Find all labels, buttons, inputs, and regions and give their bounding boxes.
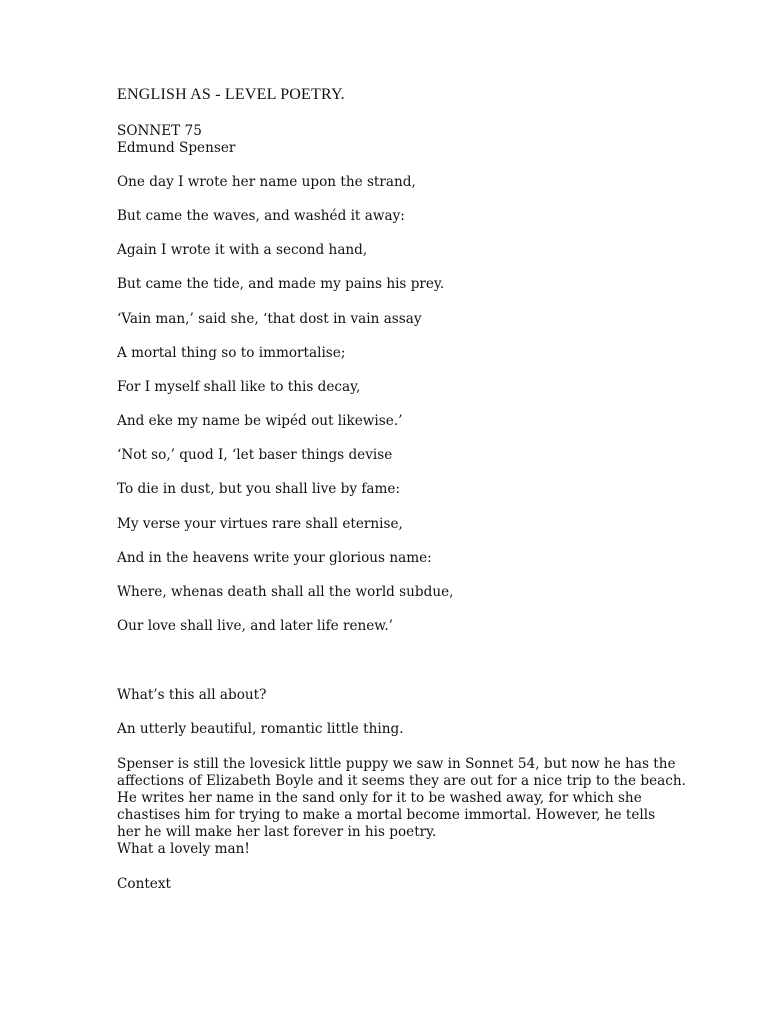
summary-line: An utterly beautiful, romantic little thing. [117,721,404,737]
poem-line: A mortal thing so to immortalise; [117,345,346,361]
question-heading: What’s this all about? [117,687,267,703]
poem-author: Edmund Spenser [117,140,236,156]
paragraph-line: affections of Elizabeth Boyle and it seems they are out for a nice trip to the beach. [117,773,686,790]
poem-line: But came the tide, and made my pains his prey. [117,276,445,292]
poem-line: One day I wrote her name upon the strand, [117,174,416,190]
poem-line: ‘Vain man,’ said she, ‘that dost in vain assay [117,311,422,327]
poem-line: But came the waves, and washéd it away: [117,208,405,224]
poem-line: Where, whenas death shall all the world subdue, [117,584,454,600]
poem-title: SONNET 75 [117,123,202,139]
poem-line: To die in dust, but you shall live by fame: [117,481,401,497]
paragraph-line: What a lovely man! [117,841,250,858]
document-title: ENGLISH AS - LEVEL POETRY. [117,86,345,103]
poem-line: Our love shall live, and later life renew.’ [117,618,393,634]
paragraph-line: her he will make her last forever in his poetry. [117,824,437,841]
poem-line: For I myself shall like to this decay, [117,379,361,395]
poem-line: And eke my name be wipéd out likewise.’ [117,413,403,429]
poem-line: ‘Not so,’ quod I, ‘let baser things devise [117,447,393,463]
commentary-paragraph [117,756,686,859]
poem-line: Again I wrote it with a second hand, [117,242,368,258]
poem-line: And in the heavens write your glorious name: [117,550,432,566]
paragraph-line: chastises him for trying to make a mortal become immortal. However, he tells [117,807,656,824]
paragraph-line: Spenser is still the lovesick little puppy we saw in Sonnet 54, but now he has the [117,756,676,772]
section-heading: Context [117,876,171,892]
paragraph-line: He writes her name in the sand only for it to be washed away, for which she [117,790,642,807]
poem-line: My verse your virtues rare shall eternise, [117,516,403,532]
